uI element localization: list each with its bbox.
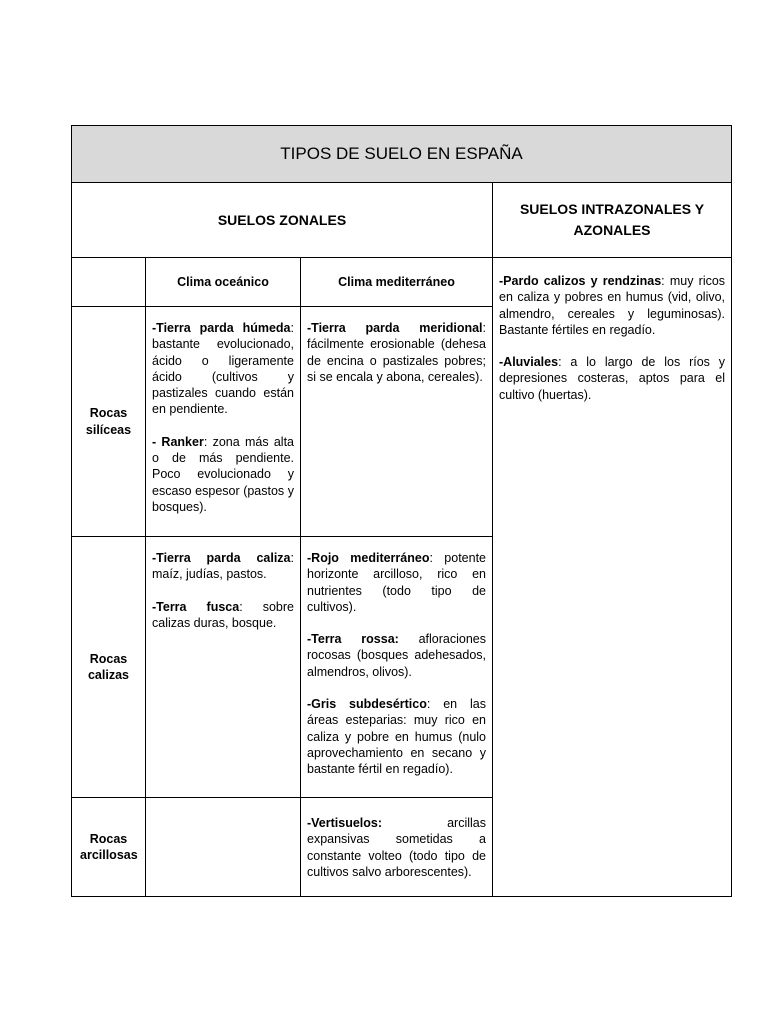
soil-name-separator: : [661, 274, 665, 288]
empty-corner-cell [72, 258, 146, 307]
soil-name-separator: : [203, 434, 208, 449]
soil-name: -Terra rossa: [307, 632, 399, 647]
intrazonales-cell [493, 183, 732, 897]
row-label-rocas-arcillosas: Rocas arcillosas [72, 798, 146, 897]
soil-name-separator: : [482, 321, 486, 335]
header-clima-mediterraneo: Clima mediterráneo [301, 258, 493, 307]
soil-entry [499, 273, 725, 338]
soil-description: a lo largo de los ríos y depresiones costeras, aptos para el cultivo (huertas). [499, 355, 726, 402]
soil-entry [307, 631, 486, 680]
soil-description: bastante evolucionado, ácido o ligeramente ácido (cultivos y pastizales cuando están en pendiente. [152, 337, 294, 417]
soil-name: -Pardo calizos y rendzinas [499, 274, 662, 288]
header-suelos-intrazonales: SUELOS INTRAZONALES Y AZONALES [493, 183, 731, 258]
soil-name-separator: : [239, 599, 243, 614]
soil-name: -Rojo mediterráneo [307, 551, 430, 565]
soil-entry [499, 354, 725, 403]
intrazonales-list [499, 273, 725, 403]
soil-description: sobre calizas duras, bosque. [152, 599, 294, 630]
soil-name: -Tierra parda caliza [152, 551, 291, 565]
soil-entry [152, 550, 294, 583]
siliceas-mediterraneo-cell [301, 307, 493, 537]
arcillosas-oceanico-cell [146, 798, 301, 897]
calizas-oceanico-cell [146, 537, 301, 798]
soil-description: maíz, judías, pastos. [152, 567, 267, 582]
soil-name: -Vertisuelos: [307, 816, 383, 830]
soil-entry [152, 599, 294, 632]
soil-types-table [71, 125, 732, 897]
soil-description: zona más alta o de más pendiente. Poco evolucionado y escaso espesor (pastos y bosques). [152, 434, 294, 514]
soil-description: fácilmente erosionable (dehesa de encina o pastizales pobres; si se encala y abona, cereales). [307, 337, 486, 384]
soil-description: arcillas expansivas sometidas a constante volteo (todo tipo de cultivos salvo arborescentes). [307, 816, 486, 879]
soil-description: muy ricos en caliza y pobres en humus (vid, olivo, almendro, cereales y leguminosas). Bastante fértiles en regadío. [499, 274, 726, 337]
soil-entry [307, 815, 486, 880]
title-row [72, 126, 732, 183]
soil-description: potente horizonte arcilloso, rico en nutrientes (todo tipo de cultivos). [307, 551, 486, 614]
soil-name-separator: : [290, 321, 294, 335]
soil-entry [307, 550, 486, 615]
soil-name: - Ranker [152, 434, 204, 449]
calizas-mediterraneo-cell [301, 537, 493, 798]
soil-name-separator: : [290, 551, 294, 565]
table-title: TIPOS DE SUELO EN ESPAÑA [72, 126, 732, 183]
soil-entry [152, 434, 294, 515]
soil-entry [307, 320, 486, 385]
soil-name-separator: : [426, 697, 431, 712]
header-clima-oceanico: Clima oceánico [146, 258, 301, 307]
header-suelos-zonales: SUELOS ZONALES [72, 183, 493, 258]
soil-name: -Aluviales [499, 355, 559, 370]
soil-name: -Terra fusca [152, 599, 240, 614]
soil-entry [152, 320, 294, 418]
soil-name-separator: : [558, 355, 562, 370]
row-label-rocas-siliceas: Rocas silíceas [72, 307, 146, 537]
siliceas-oceanico-cell [146, 307, 301, 537]
soil-description: afloraciones rocosas (bosques adehesados, almendros, olivos). [307, 632, 486, 679]
row-label-rocas-calizas: Rocas calizas [72, 537, 146, 798]
soil-description: en las áreas esteparias: muy rico en caliza y pobre en humus (nulo aprovechamiento en secano y bastante fértil en regadío). [307, 697, 486, 777]
arcillosas-mediterraneo-cell [301, 798, 493, 897]
group-header-row [72, 183, 732, 258]
soil-name: -Tierra parda húmeda [152, 321, 291, 335]
soil-entry [307, 696, 486, 777]
soil-name-separator: : [429, 551, 433, 565]
soil-name: -Gris subdesértico [307, 697, 427, 712]
soil-name: -Tierra parda meridional [307, 321, 483, 335]
